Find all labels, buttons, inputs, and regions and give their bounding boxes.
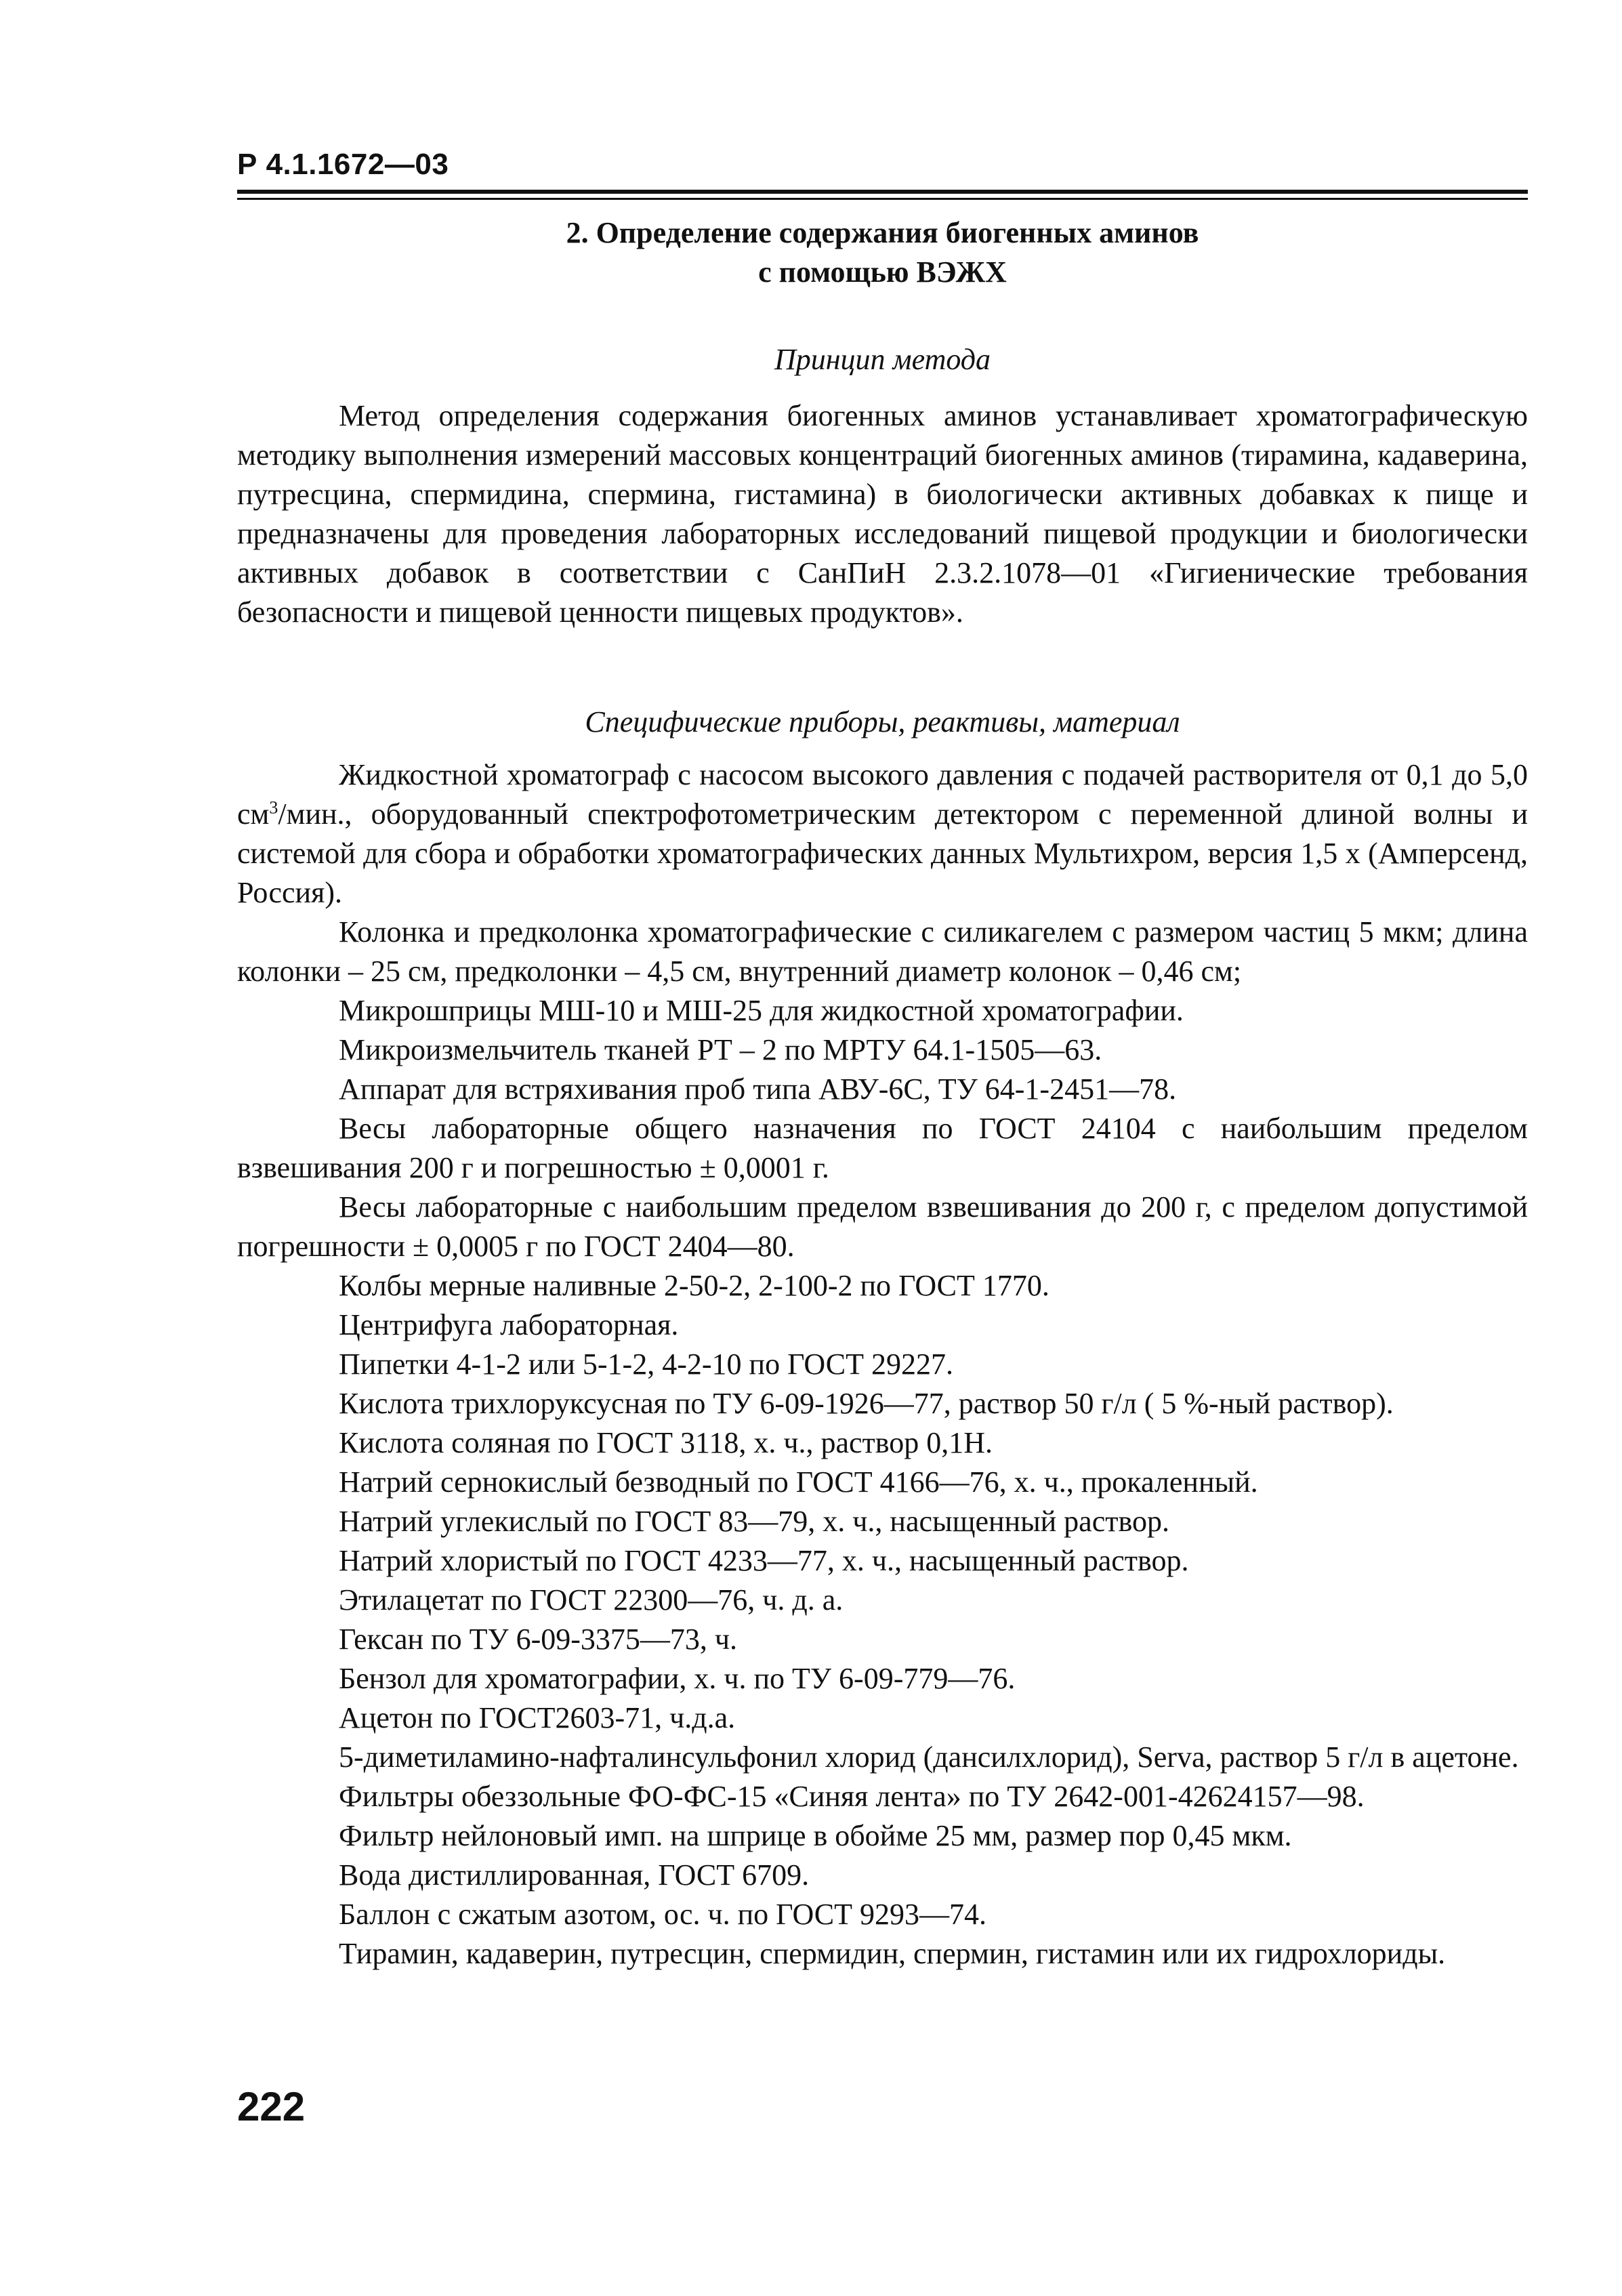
item-tca: Кислота трихлоруксусная по ТУ 6-09-1926—77, раствор 50 г/л ( 5 %-ный раствор). — [339, 1387, 1394, 1420]
principle-paragraph: Метод определения содержания биогенных аминов устанавливает хроматографическую методику выполнения измерений массовых концентраций биогенных аминов (тирамина, кадаверина, путресцина, спермидина, спермина, гистамина) в биологически активных добавках к пище и предназначены для проведения лабораторных исследований пищевой продукции и биологически активных добавок в соответствии с СанПиН 2.3.2.1078—01 «Гигиенические требования безопасности и пищевой ценности пищевых продуктов». — [237, 399, 1528, 629]
principle-heading: Принцип метода — [774, 343, 991, 376]
item-amines: Тирамин, кадаверин, путресцин, спермидин, спермин, гистамин или их гидрохлориды. — [339, 1937, 1446, 1970]
item-filters: Фильтры обеззольные ФО-ФС-15 «Синяя лента» по ТУ 2642-001-42624157—98. — [339, 1780, 1365, 1813]
item-flasks: Колбы мерные наливные 2-50-2, 2-100-2 по ГОСТ 1770. — [339, 1269, 1049, 1302]
superscript-3: 3 — [269, 797, 278, 818]
item-pipettes: Пипетки 4-1-2 или 5-1-2, 4-2-10 по ГОСТ 29227. — [339, 1348, 953, 1381]
section-title-line-2: с помощью ВЭЖХ — [758, 255, 1007, 289]
item-acetone: Ацетон по ГОСТ2603-71, ч.д.а. — [339, 1701, 736, 1734]
item-column: Колонка и предколонка хроматографические с силикагелем с размером частиц 5 мкм; длина колонки – 25 см, предколонки – 4,5 см, внутренний диаметр колонок – 0,46 см; — [237, 915, 1528, 988]
chromatograph-text-b: /мин., оборудованный спектрофотометрическим детектором с переменной длиной волны и системой для сбора и обработки хроматографических данных Мультихром, версия 1,5 х (Амперсенд, Россия). — [237, 797, 1528, 909]
section-title-line-1: 2. Определение содержания биогенных аминов — [566, 216, 1199, 249]
item-homogenizer: Микроизмельчитель тканей РТ – 2 по МРТУ 64.1-1505—63. — [339, 1033, 1102, 1066]
header-rule-thin — [237, 198, 1528, 200]
item-hcl: Кислота соляная по ГОСТ 3118, х. ч., раствор 0,1Н. — [339, 1426, 993, 1459]
item-water: Вода дистиллированная, ГОСТ 6709. — [339, 1858, 810, 1892]
page-number: 222 — [237, 2084, 306, 2129]
item-nitrogen: Баллон с сжатым азотом, ос. ч. по ГОСТ 9293—74. — [339, 1898, 987, 1931]
section-title — [237, 213, 1528, 292]
document-code: Р 4.1.1672—03 — [237, 148, 449, 181]
header-rule-thick — [237, 190, 1528, 194]
item-nylon-filter: Фильтр нейлоновый имп. на шприце в обойме 25 мм, размер пор 0,45 мкм. — [339, 1819, 1292, 1852]
principle-section — [237, 396, 1528, 632]
item-chromatograph — [237, 755, 1528, 913]
item-dansyl: 5-диметиламино-нафталинсульфонил хлорид (дансилхлорид), Serva, раствор 5 г/л в ацетоне. — [339, 1740, 1519, 1774]
item-hexane: Гексан по ТУ 6-09-3375—73, ч. — [339, 1623, 738, 1656]
item-microsyringes: Микрошприцы МШ-10 и МШ-25 для жидкостной хроматографии. — [339, 994, 1184, 1027]
item-benzene: Бензол для хроматографии, х. ч. по ТУ 6-09-779—76. — [339, 1662, 1016, 1695]
equipment-list — [237, 755, 1528, 1974]
item-ethyl-acetate: Этилацетат по ГОСТ 22300—76, ч. д. а. — [339, 1583, 844, 1616]
item-sodium-sulfate: Натрий сернокислый безводный по ГОСТ 4166—76, х. ч., прокаленный. — [339, 1465, 1258, 1499]
chromatograph-text-a: Жидкостной хроматограф с насосом высокого давления с подачей растворителя от 0,1 до 5,0 см — [237, 758, 1528, 831]
item-sodium-carbonate: Натрий углекислый по ГОСТ 83—79, х. ч., насыщенный раствор. — [339, 1505, 1169, 1538]
item-centrifuge: Центрифуга лабораторная. — [339, 1308, 679, 1341]
item-shaker: Аппарат для встряхивания проб типа АВУ-6С, ТУ 64-1-2451—78. — [339, 1072, 1177, 1106]
item-balance-general: Весы лабораторные общего назначения по ГОСТ 24104 с наибольшим пределом взвешивания 200 г и погрешностью ± 0,0001 г. — [237, 1112, 1528, 1184]
item-balance-precise: Весы лабораторные с наибольшим пределом взвешивания до 200 г, с пределом допустимой погрешности ± 0,0005 г по ГОСТ 2404—80. — [237, 1190, 1528, 1263]
item-sodium-chloride: Натрий хлористый по ГОСТ 4233—77, х. ч., насыщенный раствор. — [339, 1544, 1189, 1577]
equipment-heading: Специфические приборы, реактивы, материал — [585, 705, 1180, 738]
